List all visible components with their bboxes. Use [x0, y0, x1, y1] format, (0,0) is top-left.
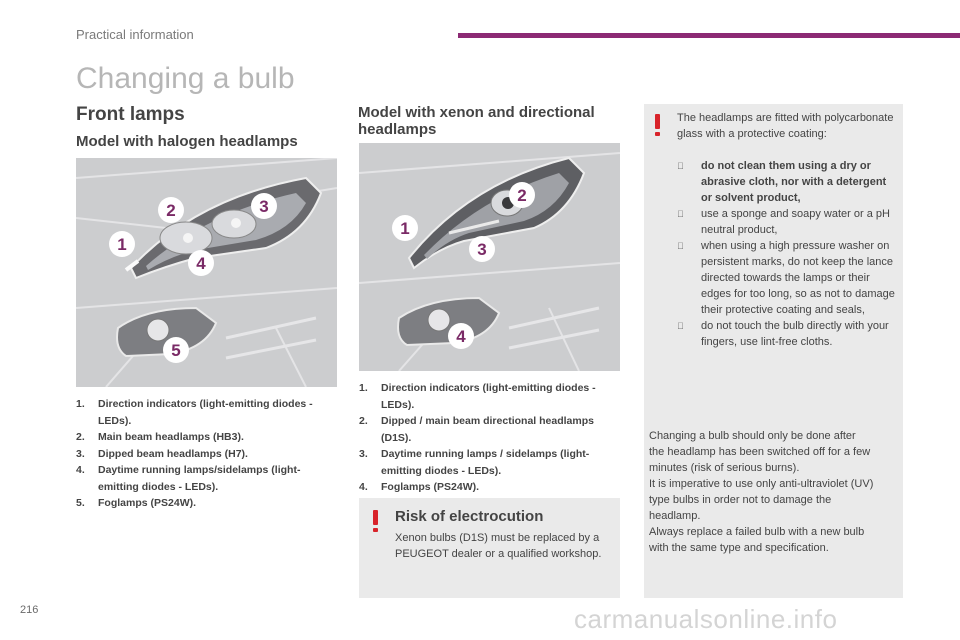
- list-item: use a sponge and soapy water or a pH neutral product,: [677, 206, 899, 238]
- warning-icon: [373, 510, 379, 532]
- page-title: Changing a bulb: [76, 62, 295, 95]
- callout-2: 2: [517, 186, 527, 205]
- halogen-headlamp-photo: [76, 158, 337, 387]
- glass-care-list: [677, 158, 899, 350]
- glass-intro: The headlamps are fitted with polycarbonate glass with a protective coating:: [677, 112, 894, 140]
- bullet-icon: [677, 238, 701, 318]
- list-item: 1. Direction indicators (light-emitting diodes - LEDs).: [359, 382, 596, 411]
- xenon-heading: Model with xenon and directional headlamps: [358, 104, 595, 138]
- electrocution-title: Risk of electrocution: [395, 508, 544, 525]
- section-header: Practical information: [76, 27, 194, 42]
- list-item: when using a high pressure washer on persistent marks, do not keep the lance directed towards the lamps or their edges for too long, so as not to damage their protective coating and seals,: [677, 238, 899, 318]
- list-item: 2. Main beam headlamps (HB3).: [76, 431, 244, 443]
- warning-icon: [655, 114, 661, 136]
- callout-1: 1: [400, 219, 410, 238]
- callout-4: 4: [456, 327, 466, 346]
- front-lamps-heading: Front lamps: [76, 104, 185, 125]
- watermark: carmanualsonline.info: [574, 604, 838, 634]
- list-item: 2. Dipped / main beam directional headlamps (D1S).: [359, 415, 594, 444]
- electrocution-text: Xenon bulbs (D1S) must be replaced by a PEUGEOT dealer or a qualified workshop.: [395, 532, 602, 560]
- list-item: 4. Foglamps (PS24W).: [359, 481, 480, 493]
- halogen-bulb-list: [76, 396, 336, 512]
- callout-2: 2: [166, 201, 176, 220]
- electrocution-warning-box: [359, 498, 620, 598]
- callout-5: 5: [171, 341, 181, 360]
- halogen-heading: Model with halogen headlamps: [76, 133, 298, 150]
- list-item: 1. Direction indicators (light-emitting diodes - LEDs).: [76, 398, 313, 427]
- bullet-icon: [677, 318, 701, 350]
- page-number: 216: [20, 604, 39, 616]
- glass-care-warning-box: [644, 104, 903, 598]
- header-accent-bar: [458, 33, 960, 38]
- xenon-headlamp-photo: [359, 143, 620, 371]
- bulb-change-note: Changing a bulb should only be done after the headlamp has been switched off for a few minutes (risk of serious burns). It is imperative to use only anti-ultraviolet (UV) type bulbs in order not to damage the headlamp. Always replace a failed bulb with a new bulb with the same type and specification.: [649, 430, 874, 554]
- list-item: 4. Daytime running lamps/sidelamps (light-emitting diodes - LEDs).: [76, 464, 301, 493]
- list-item: 3. Dipped beam headlamps (H7).: [76, 447, 248, 460]
- bullet-icon: [677, 206, 701, 238]
- list-item: 5. Foglamps (PS24W).: [76, 497, 197, 509]
- xenon-bulb-list: [359, 380, 619, 496]
- list-item: do not touch the bulb directly with your fingers, use lint-free cloths.: [677, 318, 899, 350]
- list-item: 3. Daytime running lamps / sidelamps (light-emitting diodes - LEDs).: [359, 448, 590, 477]
- list-item: do not clean them using a dry or abrasive cloth, nor with a detergent or solvent product,: [677, 158, 899, 206]
- callout-1: 1: [117, 235, 127, 254]
- callout-3: 3: [259, 197, 269, 216]
- callout-3: 3: [477, 240, 487, 259]
- callout-4: 4: [196, 254, 206, 273]
- bullet-icon: [677, 158, 701, 206]
